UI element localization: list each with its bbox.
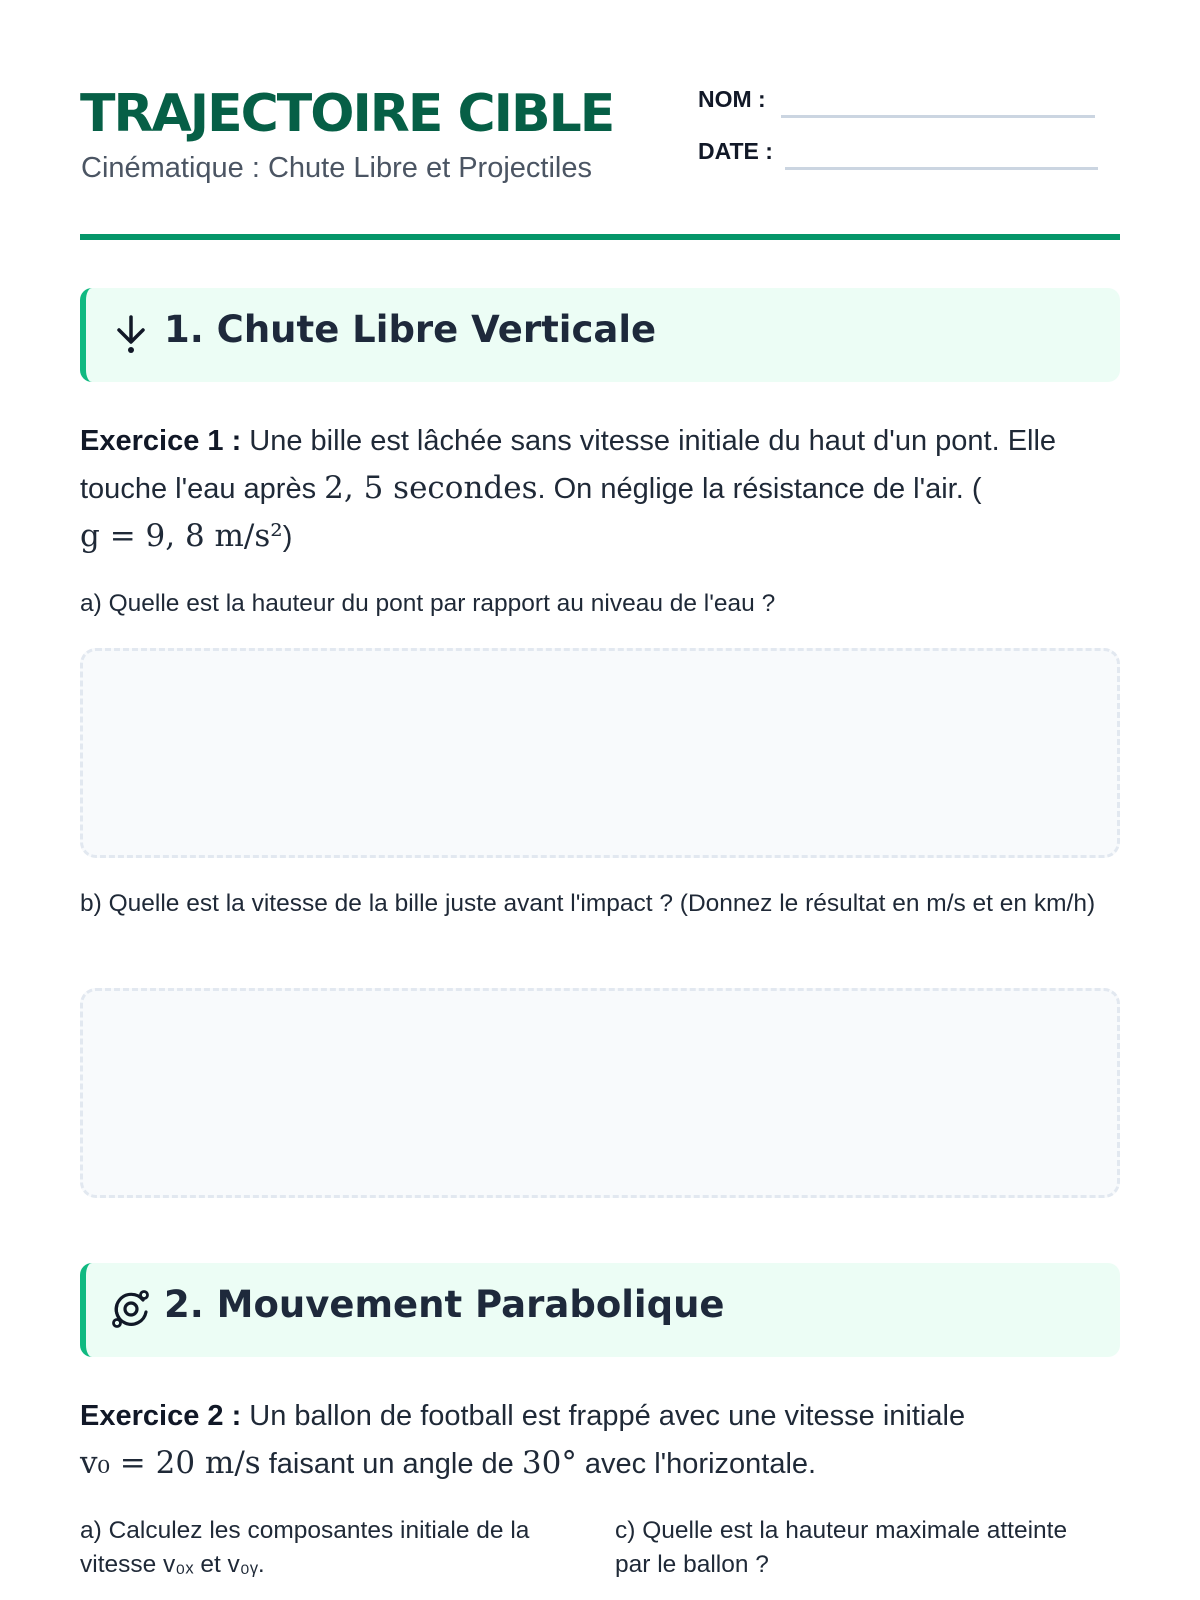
question-1b: b) Quelle est la vitesse de la bille juste avant l'impact ? (Donnez le résultat en m/s et en km/h) bbox=[80, 890, 1096, 917]
header-divider bbox=[80, 234, 1120, 240]
exercise-text: avec l'horizontale. bbox=[576, 1448, 817, 1480]
exercise-text: . On néglige la résistance de l'air. ( bbox=[537, 473, 982, 505]
math-initial-speed: v₀ = 20 m/s bbox=[80, 1445, 261, 1481]
exercise-text: ) bbox=[282, 521, 293, 553]
worksheet-subtitle: Cinématique : Chute Libre et Projectiles bbox=[81, 152, 592, 184]
date-label: DATE : bbox=[698, 138, 773, 164]
exercise-2-statement bbox=[80, 1393, 1120, 1488]
section-header-parabolique bbox=[80, 1263, 1120, 1357]
exercise-text: faisant un angle de bbox=[260, 1448, 522, 1480]
math-angle: 30° bbox=[521, 1445, 577, 1481]
section-header-chute-libre bbox=[80, 288, 1120, 382]
exercise-text: Un ballon de football est frappé avec une vitesse initiale bbox=[241, 1400, 966, 1432]
exercise-1-statement bbox=[80, 418, 1120, 561]
question-2c: c) Quelle est la hauteur maximale atteinte par le ballon ? bbox=[615, 1517, 1068, 1578]
exercise-text: Une bille est lâchée sans vitesse initiale du haut d'un pont. Elle touche l'eau après bbox=[80, 425, 1057, 505]
answer-box-1b[interactable] bbox=[80, 988, 1120, 1198]
math-gravity: g = 9, 8 m/s² bbox=[80, 518, 283, 554]
exercise-label: Exercice 1 : bbox=[80, 425, 242, 457]
arrow-down-icon bbox=[110, 313, 152, 355]
orbit-icon bbox=[110, 1288, 152, 1330]
date-field[interactable] bbox=[785, 167, 1098, 170]
math-duration: 2, 5 secondes bbox=[324, 470, 538, 506]
nom-label: NOM : bbox=[698, 86, 766, 112]
section-title: 2. Mouvement Parabolique bbox=[164, 1283, 725, 1326]
question-2a: a) Calculez les composantes initiale de la vitesse v₀ₓ et v₀ᵧ. bbox=[80, 1517, 530, 1578]
question-1a: a) Quelle est la hauteur du pont par rapport au niveau de l'eau ? bbox=[80, 590, 776, 617]
exercise-label: Exercice 2 : bbox=[80, 1400, 242, 1432]
section-title: 1. Chute Libre Verticale bbox=[164, 308, 657, 351]
worksheet-title: TRAJECTOIRE CIBLE bbox=[80, 84, 614, 144]
nom-field[interactable] bbox=[781, 115, 1095, 118]
answer-box-1a[interactable] bbox=[80, 648, 1120, 858]
